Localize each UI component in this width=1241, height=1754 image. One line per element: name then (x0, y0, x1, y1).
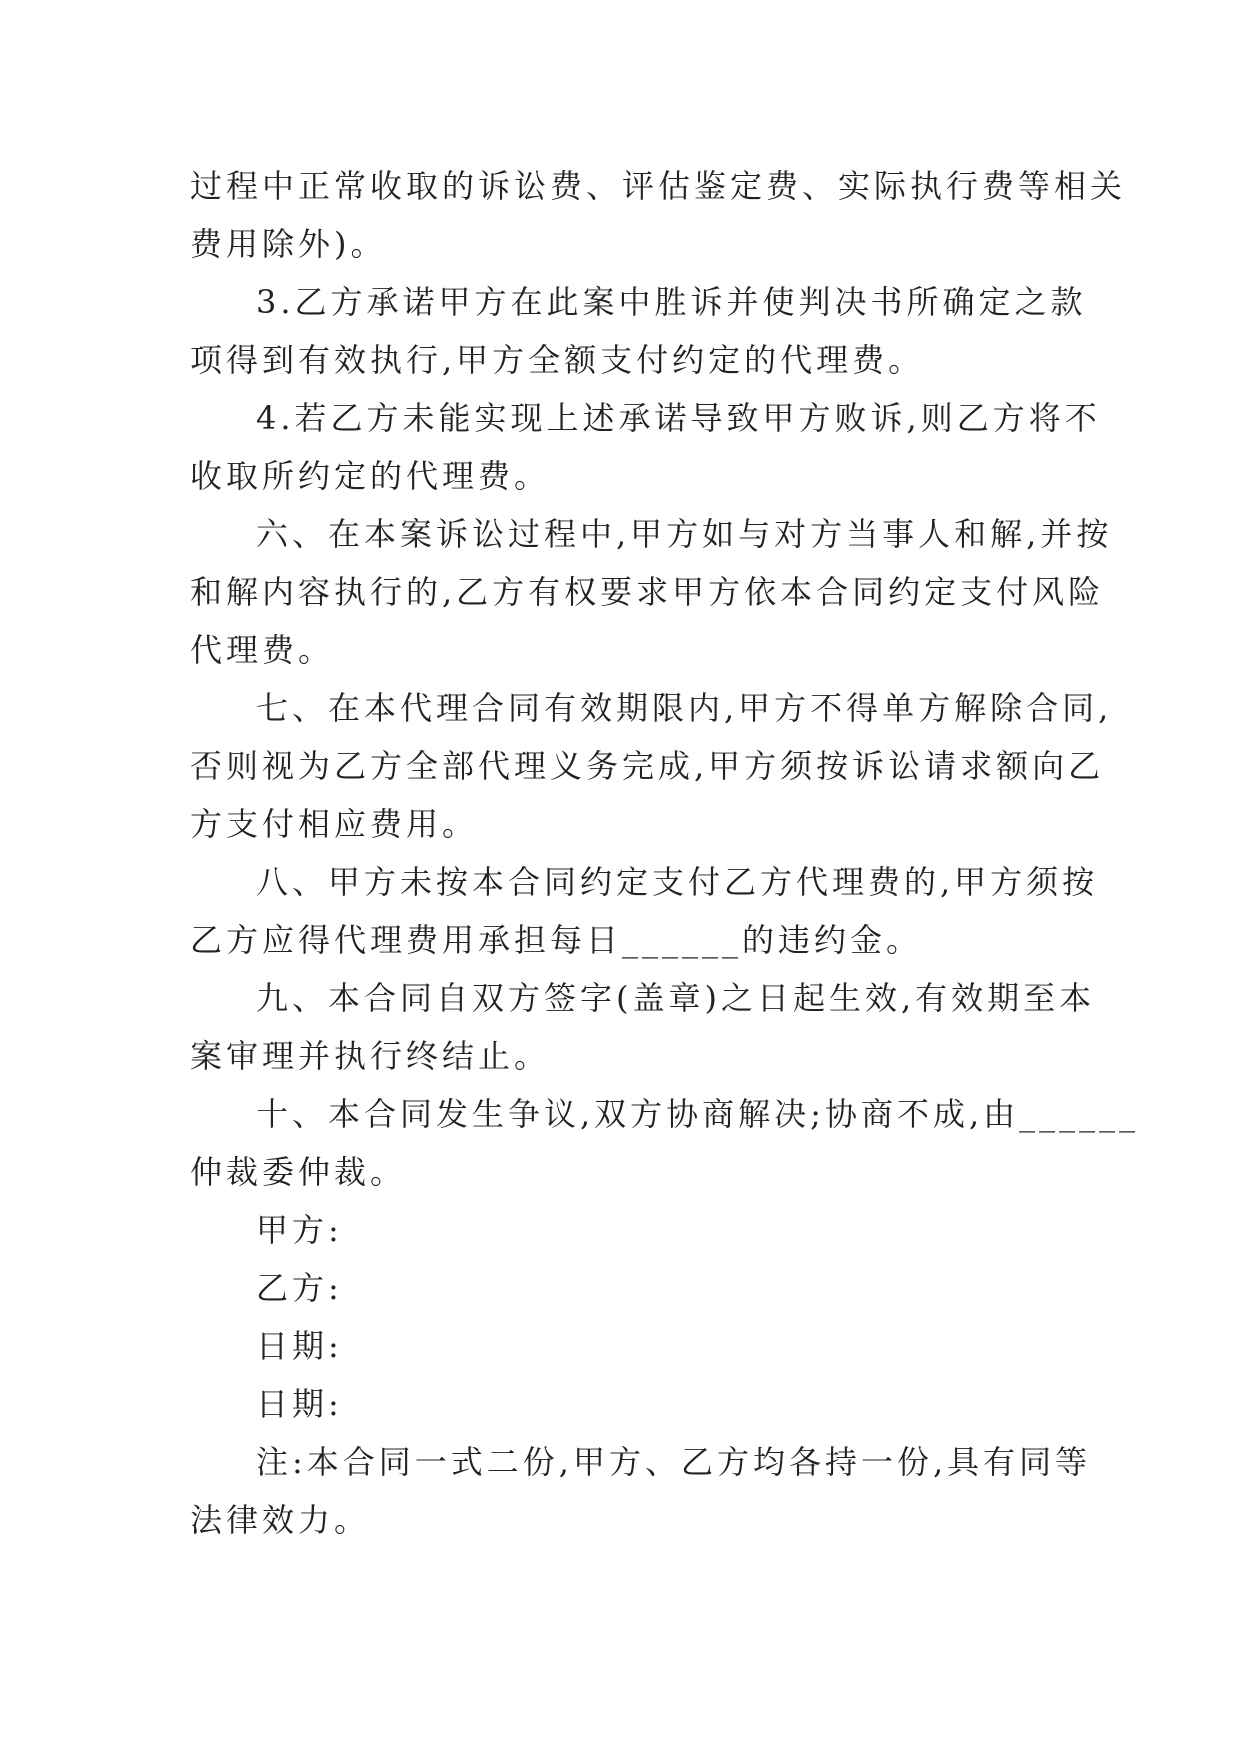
text-line: 过程中正常收取的诉讼费、评估鉴定费、实际执行费等相关 (190, 167, 1127, 205)
signature-date: 日期: (256, 1385, 343, 1423)
text-line: 仲裁委仲裁。 (190, 1153, 407, 1191)
signature-date: 日期: (256, 1327, 343, 1365)
text-line: 否则视为乙方全部代理义务完成,甲方须按诉讼请求额向乙 (190, 747, 1105, 785)
note-line: 注:本合同一式二份,甲方、乙方均各持一份,具有同等 (256, 1443, 1092, 1481)
clause-six: 六、在本案诉讼过程中,甲方如与对方当事人和解,并按 (256, 515, 1113, 553)
text-line: 和解内容执行的,乙方有权要求甲方依本合同约定支付风险 (190, 573, 1105, 611)
clause-seven: 七、在本代理合同有效期限内,甲方不得单方解除合同, (256, 689, 1113, 727)
document-body (190, 157, 1140, 1549)
signature-party-b: 乙方: (256, 1269, 343, 1307)
text-line: 乙方应得代理费用承担每日______的违约金。 (190, 921, 923, 959)
text-line: 项得到有效执行,甲方全额支付约定的代理费。 (190, 341, 925, 379)
signature-party-a: 甲方: (256, 1211, 343, 1249)
clause-ten: 十、本合同发生争议,双方协商解决;协商不成,由______ (256, 1095, 1140, 1133)
clause-3: 3.乙方承诺甲方在此案中胜诉并使判决书所确定之款 (256, 283, 1087, 321)
text-line: 案审理并执行终结止。 (190, 1037, 551, 1075)
clause-eight: 八、甲方未按本合同约定支付乙方代理费的,甲方须按 (256, 863, 1099, 901)
clause-4: 4.若乙方未能实现上述承诺导致甲方败诉,则乙方将不 (256, 399, 1101, 437)
text-line: 法律效力。 (190, 1501, 371, 1539)
text-line: 代理费。 (190, 631, 335, 669)
text-line: 方支付相应费用。 (190, 805, 479, 843)
text-line: 收取所约定的代理费。 (190, 457, 551, 495)
text-line: 费用除外)。 (190, 225, 387, 263)
clause-nine: 九、本合同自双方签字(盖章)之日起生效,有效期至本 (256, 979, 1096, 1017)
